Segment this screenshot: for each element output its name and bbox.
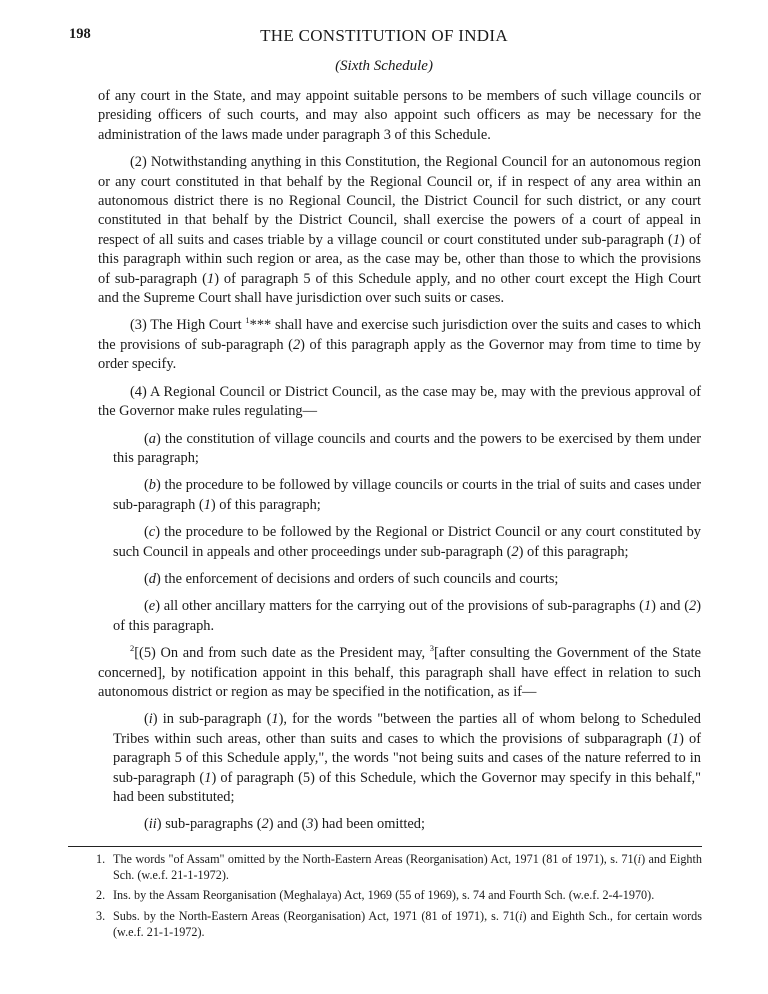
page-header [0, 0, 768, 80]
item-d: (d) the enforcement of decisions and orders of such councils and courts; [144, 570, 559, 587]
page-number: 198 [69, 26, 91, 42]
sub-item-ii: (ii) sub-paragraphs (2) and (3) had been omitted; [144, 816, 425, 833]
footnote-1: 1. The words "of Assam" omitted by the North-Eastern Areas (Reorganisation) Act, 1971 (81 of 1971), s. 71(i) and Eighth Sch. (w.e.f. 21-1-1972). [96, 852, 703, 883]
footnote-ref-1: 1 [245, 315, 250, 326]
footnote-3: 3. Subs. by the North-Eastern Areas (Reorganisation) Act, 1971 (81 of 1971), s. 71(i) and Eighth Sch., for certain words (w.e.f. 21-1-1972). [96, 908, 703, 939]
item-c: (c) the procedure to be followed by the Regional or District Council or any court constituted by such Council in appeals and other proceedings under sub-paragraph (2) of this paragraph; [113, 524, 701, 560]
paragraph-continuation: of any court in the State, and may appoint suitable persons to be members of such village councils or presiding officers of such courts, and may also appoint such officers as may be necessary for the administration of the laws made under paragraph 3 of this Schedule. [98, 88, 701, 143]
item-a: (a) the constitution of village councils and courts and the powers to be exercised by them under this paragraph; [113, 430, 701, 466]
sub-item-i: (i) in sub-paragraph (1), for the words "between the parties all of whom belong to Scheduled Tribes within such areas, other than suits and cases to which the provisions of subparagraph (1) of paragraph 5 of this Schedule apply,", the words "not being suits and cases of the nature referred to in sub-paragraph (1) of paragraph (5) of this Schedule, which the Governor may specify in this behalf," had been substituted; [113, 711, 701, 805]
paragraph-5: $^2$[(5) On and from such date as the President may, $^3$[after consulting the Government of the State concerned], by notification appoint in this behalf, this paragraph shall have effect in relation to such autonomous district or region as may be specified in the notification, as if— [98, 643, 701, 700]
footnote-divider [68, 846, 702, 847]
item-b: (b) the procedure to be followed by village councils or courts in the trial of suits and cases under sub-paragraph (1) of this paragraph; [113, 477, 701, 513]
footnote-ref-3: 3 [429, 643, 435, 654]
footnotes [96, 851, 702, 944]
footnote-ref-2: 2 [130, 643, 135, 654]
page-subtitle: (Sixth Schedule) [335, 58, 433, 74]
item-e: (e) all other ancillary matters for the carrying out of the provisions of sub-paragraphs (1) and (2) of this paragraph. [113, 598, 702, 634]
paragraph-4: (4) A Regional Council or District Council, as the case may be, may with the previous approval of the Governor make rules regulating— [98, 383, 701, 420]
main-text [98, 87, 701, 843]
paragraph-2: (2) Notwithstanding anything in this Constitution, the Regional Council for an autonomous region or any court constituted in that behalf by the Regional Council or, if in respect of any area within an autonomous district there is no Regional Council, the District Council for such district, or any court constituted in that behalf by the District Council, shall exercise the powers of a court of appeal in respect of all suits and cases triable by a village council or court constituted under sub-paragraph (1) of this paragraph within such region or area, as the case may be, other than those to which the provisions of sub-paragraph (1) of paragraph 5 of this Schedule apply, and no other court except the High Court and the Supreme Court shall have jurisdiction over such suits or cases. [98, 154, 701, 307]
footnote-2: 2. Ins. by the Assam Reorganisation (Meghalaya) Act, 1969 (55 of 1969), s. 74 and Fourth Sch. (w.e.f. 2-4-1970). [96, 888, 655, 903]
paragraph-3: (3) The High Court $^1$*** shall have and exercise such jurisdiction over the suits and cases to which the provisions of sub-paragraph (2) of this paragraph apply as the Governor may from time to time by order specify. [98, 315, 701, 373]
page-title: THE CONSTITUTION OF INDIA [260, 26, 508, 45]
